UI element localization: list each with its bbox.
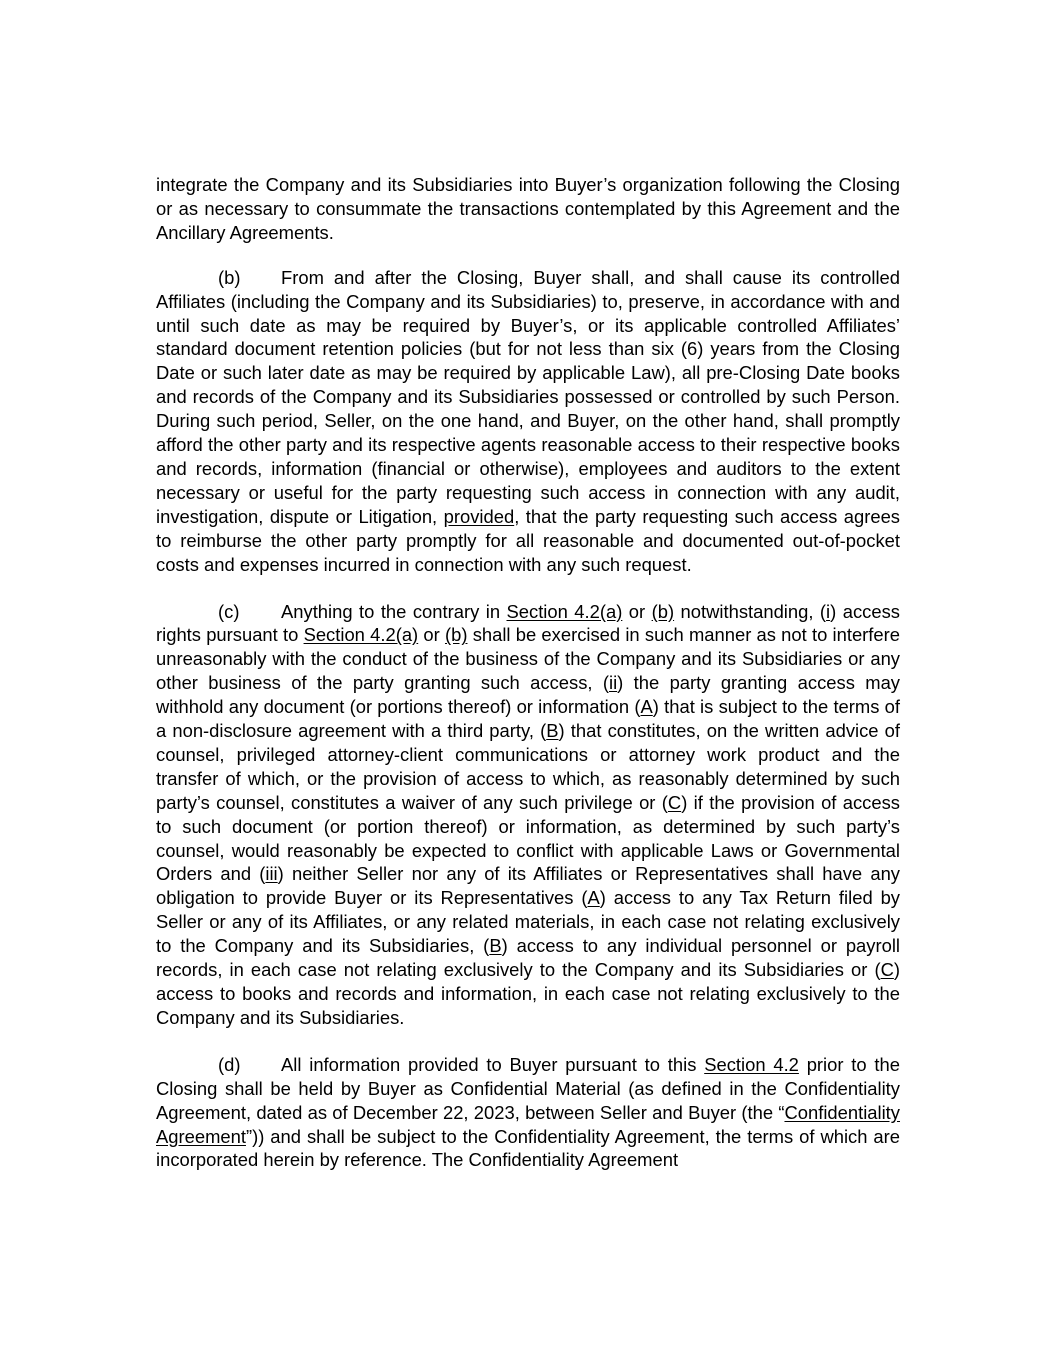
- clause-marker: B: [546, 720, 559, 742]
- paragraph-text: ) that is subject to the terms of a non-disclosure agreement with a third party, (: [156, 696, 900, 742]
- paragraph-text: integrate the Company and its Subsidiaries into Buyer’s organization following the Closing or as necessary to consummate the transactions contemplated by this Agreement and the Ancillary Agreements.: [156, 174, 900, 243]
- paragraph-text: From and after the Closing, Buyer shall, and shall cause its controlled Affiliates (including the Company and its Subsidiaries) to, preserve, in accordance with and until such date as may be required by Buyer’s, or its applicable controlled Affiliates’ standard document retention policies (but for not less than six (6) years from the Closing Date or such later date as may be required by applicable Law), all pre-Closing Date books and records of the Company and its Subsidiaries possessed or controlled by such Person. During such period, Seller, on the one hand, and Buyer, on the other hand, shall promptly afford the other party and its respective agents reasonable access to their respective books and records, information (financial or otherwise), employees and auditors to the extent necessary or useful for the party requesting such access in connection with any audit, investigation, dispute or Litigation,: [156, 266, 900, 527]
- paragraph-text: notwithstanding, (: [674, 600, 827, 622]
- paragraph-text: ) if the provision of access to such document (or portion thereof) or information, as determined by such party’s counsel, would reasonably be expected to conflict with applicable Laws or Governmental Orders and (: [156, 791, 900, 885]
- paragraph-text: or: [622, 600, 652, 622]
- section-reference: (b): [651, 600, 675, 622]
- paragraph-text: prior to the Closing shall be held by Buyer as Confidential Material (as defined in the Confidentiality Agreement, dated as of December 22, 2023, between Seller and Buyer (the “: [156, 1053, 900, 1123]
- paragraph-text: ”)) and shall be subject to the Confidentiality Agreement, the terms of which are incorporated herein by reference. The Confidentiality Agreement: [156, 1125, 900, 1171]
- clause-marker: A: [587, 887, 600, 909]
- document-page: [156, 173, 900, 1195]
- paragraph-label: (d): [218, 1053, 241, 1075]
- paragraph-text: ) that constitutes, on the written advice of counsel, privileged attorney-client communications or attorney work product and the transfer of which, or the provision of access to which, as reasonably determined by such party’s counsel, constitutes a waiver of any such privilege or (: [156, 720, 900, 813]
- paragraph-text: shall be exercised in such manner as not to interfere unreasonably with the conduct of the business of the Company and its Subsidiaries or any other business of the party granting such access, (: [156, 624, 901, 694]
- clause-marker: iii: [265, 863, 278, 885]
- clause-marker: A: [640, 696, 653, 718]
- paragraph-text: , that the party requesting such access agrees to reimburse the other party promptly for all reasonable and documented out-of-pocket costs and expenses incurred in connection with any such request.: [156, 505, 900, 575]
- section-reference: (b): [444, 624, 468, 646]
- paragraph-c: [156, 600, 900, 1030]
- defined-term: Confidentiality Agreement: [156, 1101, 900, 1147]
- paragraph-text: ) access rights pursuant to: [156, 600, 900, 646]
- paragraph-text: ) access to any individual personnel or payroll records, in each case not relating exclusively to the Company and its Subsidiaries or (: [156, 935, 900, 981]
- paragraph-d: [156, 1053, 900, 1173]
- paragraph-text: or: [418, 624, 445, 646]
- clause-marker: C: [667, 791, 682, 813]
- paragraph-text: Anything to the contrary in: [281, 600, 507, 622]
- paragraph-continuation: [156, 173, 900, 245]
- section-reference: Section 4.2(a): [506, 600, 623, 622]
- clause-marker: C: [880, 959, 894, 981]
- clause-marker: B: [489, 935, 502, 957]
- paragraph-text: ) neither Seller nor any of its Affiliates or Representatives shall have any obligation to provide Buyer or its Representatives (: [156, 863, 900, 909]
- section-reference: Section 4.2(a): [303, 624, 419, 646]
- section-reference: Section 4.2: [704, 1053, 799, 1075]
- paragraph-text: ) the party granting access may withhold any document (or portions thereof) or information (: [156, 672, 900, 718]
- paragraph-text: ) access to any Tax Return filed by Seller or any of its Affiliates, or any related materials, in each case not relating exclusively to the Company and its Subsidiaries, (: [156, 887, 900, 957]
- provided-term: provided: [443, 505, 515, 527]
- paragraph-label: (b): [218, 266, 241, 288]
- paragraph-text: ) access to books and records and information, in each case not relating exclusively to the Company and its Subsidiaries.: [156, 959, 900, 1028]
- paragraph-text: All information provided to Buyer pursuant to this: [281, 1053, 705, 1075]
- clause-marker: ii: [608, 672, 618, 694]
- paragraph-b: [156, 266, 900, 577]
- clause-marker: i: [826, 600, 831, 622]
- paragraph-label: (c): [218, 600, 240, 622]
